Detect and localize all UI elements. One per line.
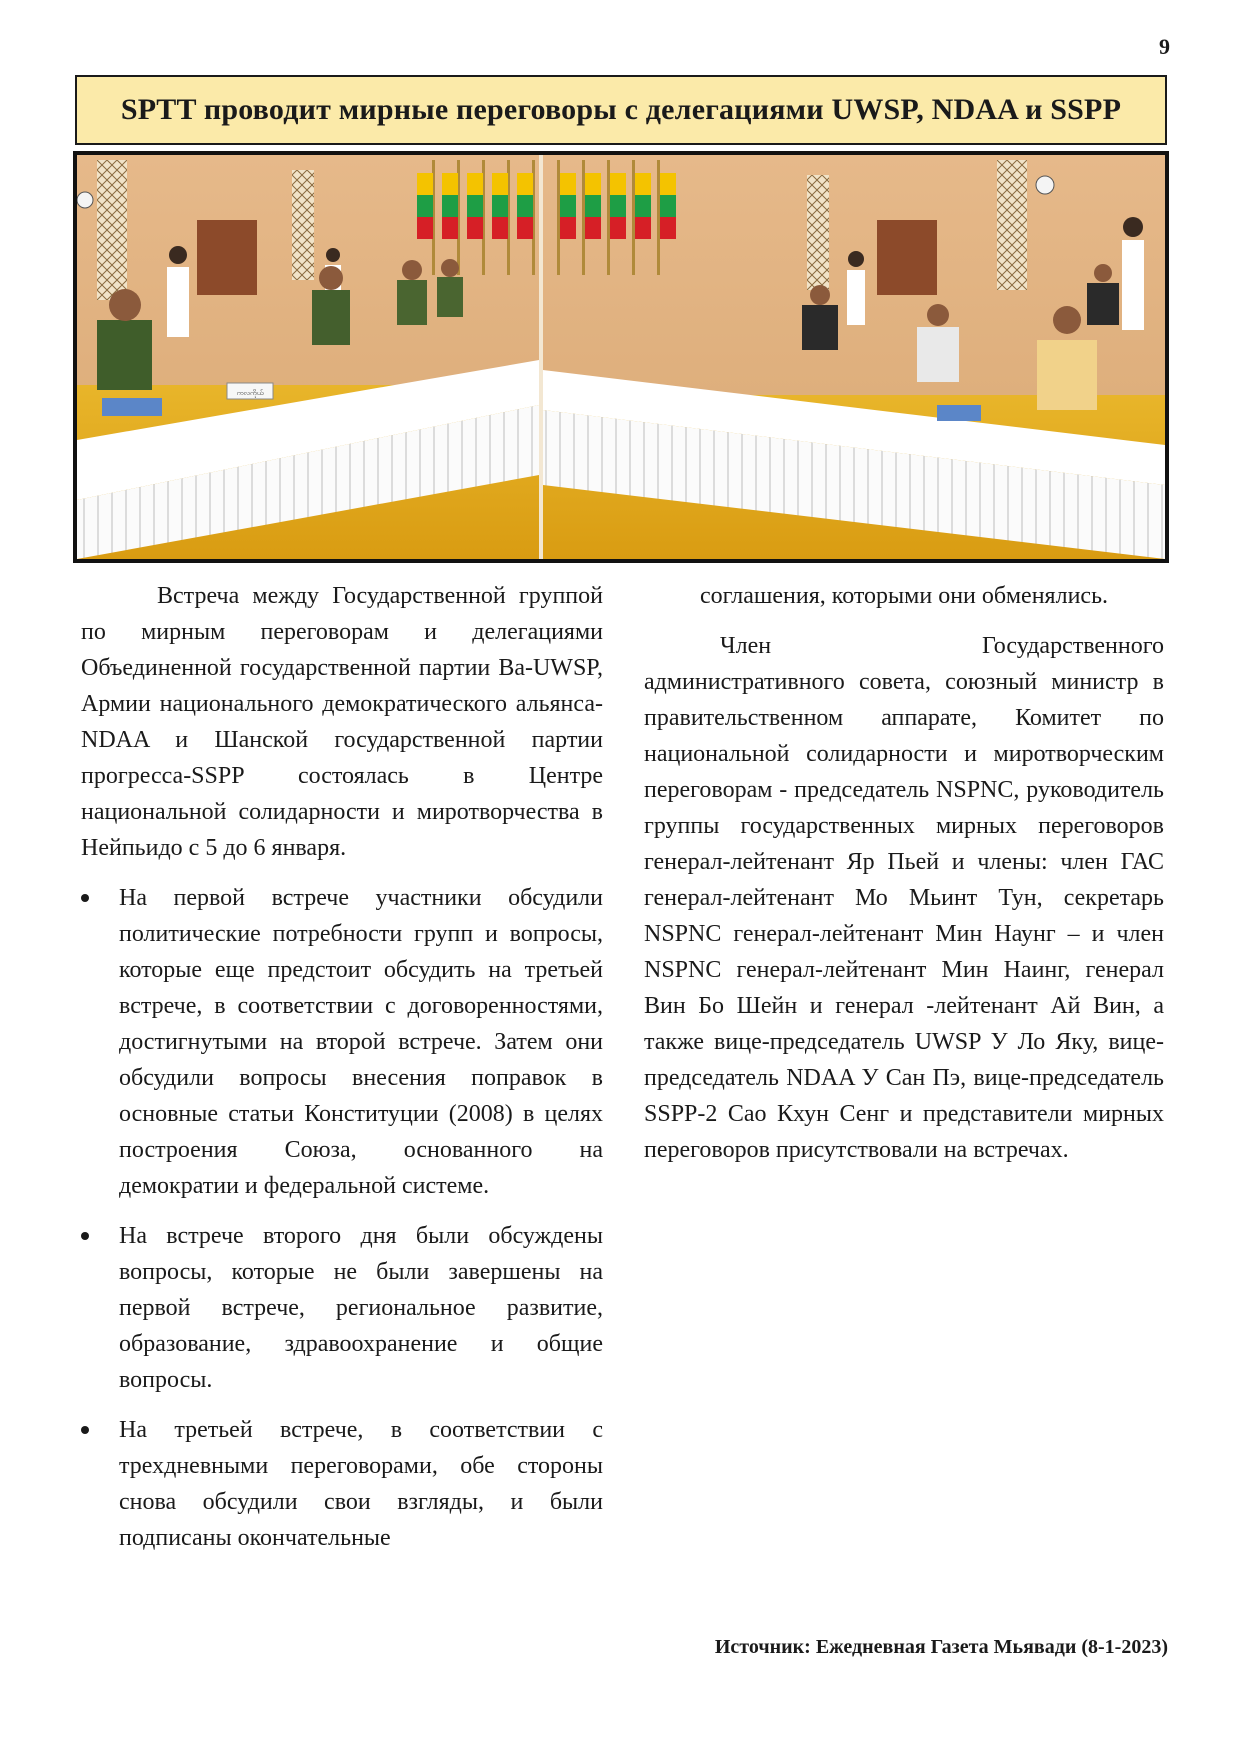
meeting-photo: [73, 151, 1169, 563]
meeting-photo-illustration: [77, 155, 1165, 559]
continuation-text: соглашения, которыми они обменялись.: [699, 583, 1109, 609]
bullet-text: На встрече второго дня были обсуждены вопросы, которые не были завершены на первой встрече, региональное развитие, образование, здравоохранение и общие вопросы.: [119, 1223, 603, 1393]
bullet-icon: [81, 1426, 89, 1434]
left-column: [81, 578, 603, 1570]
bullet-text: На первой встрече участники обсудили политические потребности групп и вопросы, которые еще предстоит обсудить на третьей встрече, в соответствии с договоренностями, достигнутыми на второй встрече. Затем они обсудили вопросы внесения поправок в основные статьи Конституции (2008) в целях построения Союза, основанного на демократии и федеральной системе.: [119, 885, 603, 1199]
right-half-scene: [543, 155, 1165, 559]
intro-paragraph: Встреча между Государственной группой по мирным переговорам и делегациями Объединенной государственной партии Ва-UWSP, Армии национального демократического альянса-NDAA и Шанской государственной партии прогресса-SSPP состоялась в Центре национальной солидарности и миротворчества в Нейпьидо с 5 до 6 января.: [81, 583, 603, 861]
name-plate: ကလကိုယ်: [236, 389, 264, 397]
bullet-list: [81, 880, 603, 1556]
article-title: SPTT проводит мирные переговоры с делегациями UWSP, NDAA и SSPP: [75, 75, 1167, 145]
bullet-icon: [81, 894, 89, 902]
source-note: Источник: Ежедневная Газета Мьявади (8-1-2023): [714, 1636, 1168, 1658]
bullet-text: На третьей встрече, в соответствии с трехдневными переговорами, обе стороны снова обсудили свои взгляды, и были подписаны окончательные: [119, 1417, 603, 1551]
page-number: 9: [1159, 34, 1170, 59]
left-half-scene: [77, 155, 539, 559]
list-item: [81, 1412, 603, 1556]
list-item: [81, 880, 603, 1204]
right-column: [644, 578, 1164, 1168]
members-paragraph: Член Государственного административного совета, союзный министр в правительственном аппарате, Комитет по национальной солидарности и миротворческим переговорам - председатель NSPNC, руководитель группы государственных мирных переговоров генерал-лейтенант Яр Пьей и члены: член ГАС генерал-лейтенант Мо Мьинт Тун, секретарь NSPNC генерал-лейтенант Мин Наунг – и член NSPNC генерал-лейтенант Мин Наинг, генерал Вин Бо Шейн и генерал -лейтенант Ай Вин, а также вице-председатель UWSP У Ло Яку, вице-председатель NDAA У Сан Пэ, вице-председатель SSPP-2 Сао Кхун Сенг и представители мирных переговоров присутствовали на встречах.: [644, 633, 1164, 1163]
bullet-icon: [81, 1232, 89, 1240]
list-item: [81, 1218, 603, 1398]
